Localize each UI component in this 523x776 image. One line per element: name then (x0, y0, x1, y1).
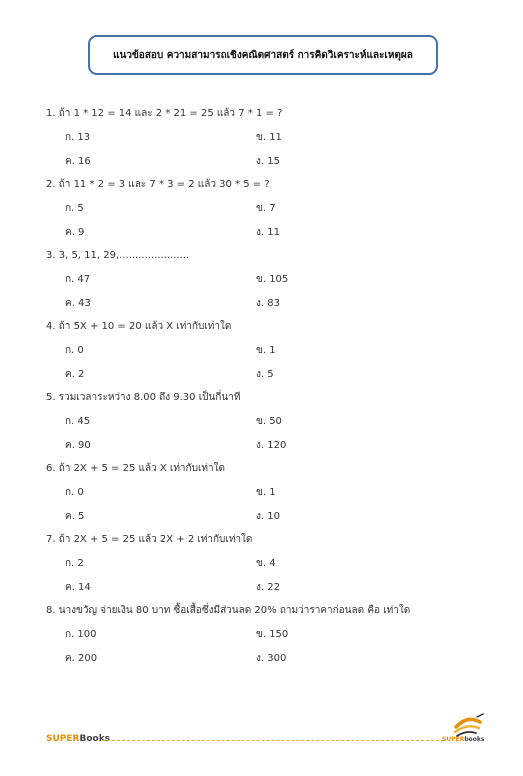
option-row (46, 197, 486, 221)
option-c: ค. 200 (65, 652, 98, 664)
option-row (46, 647, 486, 671)
question-text: 7. ถ้า 2X + 5 = 25 แล้ว 2X + 2 เท่ากับเท่าใด (46, 534, 253, 545)
option-c: ค. 5 (65, 510, 85, 522)
option-a: ก. 45 (65, 416, 91, 427)
option-row (46, 126, 486, 150)
logo-books-text: books (464, 736, 485, 743)
option-row (46, 363, 486, 387)
option-d: ง. 5 (256, 368, 274, 380)
option-b: ข. 4 (256, 558, 276, 569)
footer-divider (102, 740, 444, 741)
question-text: 4. ถ้า 5X + 10 = 20 แล้ว X เท่ากับเท่าใด (46, 321, 232, 332)
question-text: 1. ถ้า 1 * 12 = 14 และ 2 * 21 = 25 แล้ว 7 * 1 = ? (46, 108, 283, 119)
page-title: แนวข้อสอบ ความสามารถเชิงคณิตศาสตร์ การคิดวิเคราะห์และเหตุผล (113, 49, 413, 61)
option-row (46, 339, 486, 363)
option-d: ง. 11 (256, 226, 280, 238)
logo-caption (442, 736, 484, 743)
option-a: ก. 100 (65, 629, 97, 640)
option-c: ค. 43 (65, 297, 91, 309)
option-row (46, 576, 486, 600)
question-4 (46, 315, 486, 386)
brand-books-text: Books (79, 734, 111, 744)
option-a: ก. 0 (65, 345, 84, 356)
option-row (46, 505, 486, 529)
option-b: ข. 1 (256, 345, 276, 356)
option-c: ค. 90 (65, 439, 91, 451)
option-row (46, 434, 486, 458)
option-d: ง. 300 (256, 652, 287, 664)
option-b: ข. 1 (256, 487, 276, 498)
option-a: ก. 13 (65, 132, 91, 143)
option-a: ก. 47 (65, 274, 91, 285)
logo-super-text: SUPER (442, 736, 465, 743)
question-7 (46, 528, 486, 599)
title-box (88, 35, 438, 75)
option-row (46, 410, 486, 434)
option-b: ข. 150 (256, 629, 289, 640)
question-text: 8. นางขวัญ จ่ายเงิน 80 บาท ซื้อเสื้อซึ่งมีส่วนลด 20% ถามว่าราคาก่อนลด คือ เท่าใด (46, 605, 411, 616)
question-1 (46, 102, 486, 173)
question-8 (46, 599, 486, 670)
question-text: 6. ถ้า 2X + 5 = 25 แล้ว X เท่ากับเท่าใด (46, 463, 225, 474)
question-6 (46, 457, 486, 528)
question-list (46, 102, 486, 670)
option-d: ง. 120 (256, 439, 287, 451)
option-a: ก. 5 (65, 203, 84, 214)
option-b: ข. 7 (256, 203, 276, 214)
question-text: 5. รวมเวลาระหว่าง 8.00 ถึง 9.30 เป็นกี่นาที (46, 392, 241, 403)
option-row (46, 481, 486, 505)
option-b: ข. 11 (256, 132, 282, 143)
option-row (46, 150, 486, 174)
option-c: ค. 16 (65, 155, 91, 167)
option-a: ก. 0 (65, 487, 84, 498)
option-c: ค. 14 (65, 581, 91, 593)
option-c: ค. 2 (65, 368, 85, 380)
option-row (46, 623, 486, 647)
superbooks-logo-icon (447, 711, 487, 751)
footer-brand (46, 734, 110, 744)
option-row (46, 221, 486, 245)
option-d: ง. 15 (256, 155, 280, 167)
option-a: ก. 2 (65, 558, 84, 569)
option-row (46, 292, 486, 316)
question-text: 3. 3, 5, 11, 29,...................... (46, 250, 190, 261)
option-b: ข. 50 (256, 416, 282, 427)
option-b: ข. 105 (256, 274, 289, 285)
option-d: ง. 22 (256, 581, 280, 593)
question-5 (46, 386, 486, 457)
question-2 (46, 173, 486, 244)
option-d: ง. 10 (256, 510, 280, 522)
option-row (46, 268, 486, 292)
option-d: ง. 83 (256, 297, 280, 309)
question-3 (46, 244, 486, 315)
option-row (46, 552, 486, 576)
option-c: ค. 9 (65, 226, 85, 238)
brand-super-text: SUPER (46, 734, 80, 744)
question-text: 2. ถ้า 11 * 2 = 3 และ 7 * 3 = 2 แล้ว 30 * 5 = ? (46, 179, 270, 190)
